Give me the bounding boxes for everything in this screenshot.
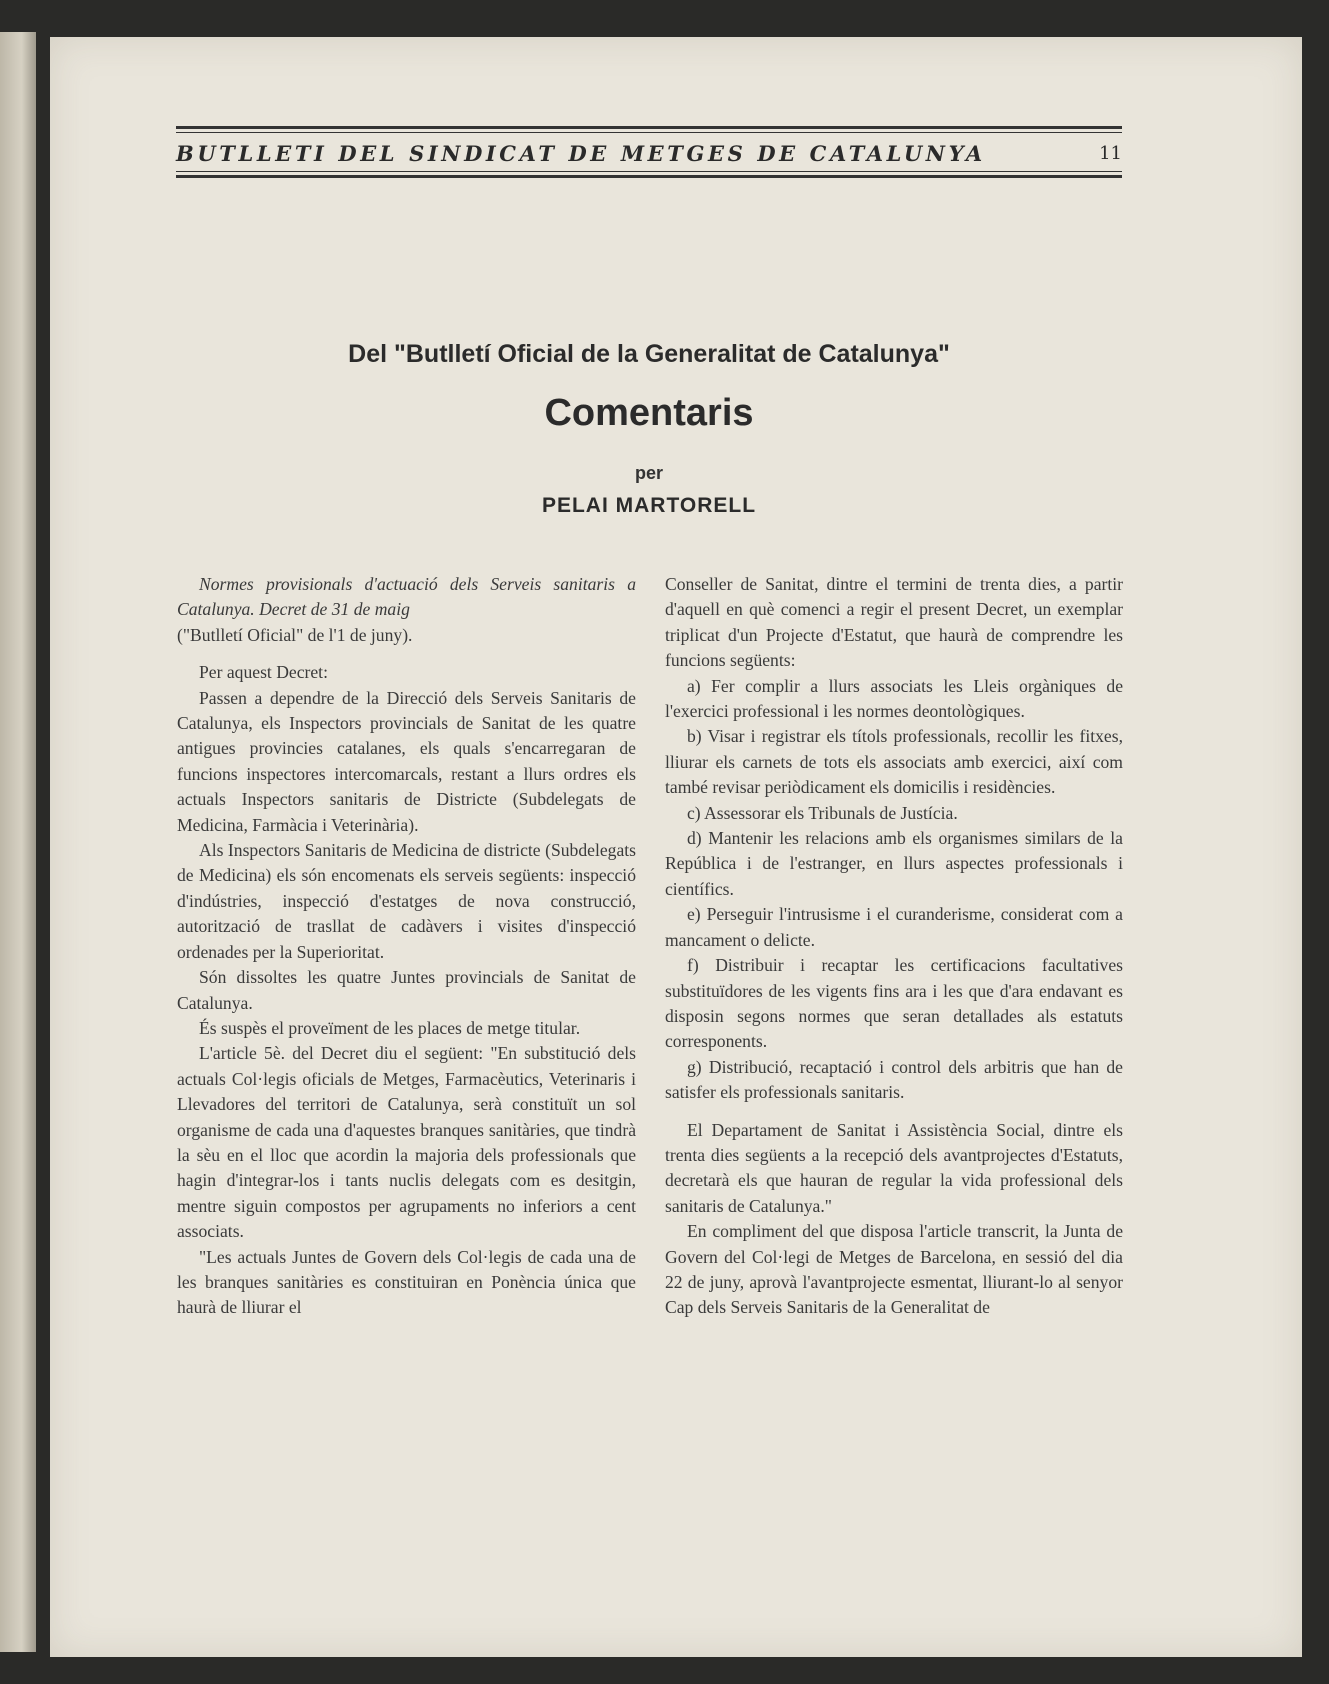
paragraph: És suspès el proveïment de les places de metge titular. — [199, 1017, 581, 1038]
article-author: PELAI MARTORELL — [541, 494, 757, 517]
paragraph: L'article 5è. del Decret diu el següent: "En substitució dels actuals Col·legis oficials de Metges, Farmacèutics, Veterinaris i Llevadores del territori de Catalunya, serà constituït un sol organisme de cada una d'aquestes branques sanitàries, que tindrà la sèu en el lloc que acordin la majoria dels professionals que hagin d'integrar-los i tants nuclis delegats com es desitgin, mentre siguin compostos per agrupaments no inferiors a cent associats. — [177, 1043, 636, 1242]
list-item: g) Distribució, recaptació i control dels arbitris que han de satisfer els professionals sanitaris. — [665, 1056, 1123, 1103]
intro-reference: ("Butlletí Oficial" de l'1 de juny). — [177, 624, 413, 645]
article-title: Comentaris — [544, 392, 754, 434]
running-header — [176, 124, 1122, 182]
header-rule-top — [176, 126, 1122, 129]
header-rule-top-thin — [176, 132, 1122, 133]
header-rule-bottom-thin — [176, 171, 1122, 172]
left-column — [177, 572, 636, 1321]
paragraph: El Departament de Sanitat i Assistència Social, dintre els trenta dies següents a la recepció dels avantprojectes d'Estatuts, decretarà els que hauran de regular la vida professional dels sanitaris de Catalunya." — [665, 1119, 1123, 1216]
list-item: a) Fer complir a llurs associats les Lleis orgàniques de l'exercici professional i les normes deontològiques. — [665, 675, 1123, 722]
list-item: d) Mantenir les relacions amb els organismes similars de la República i de l'estranger, en llurs aspectes professionals i científics. — [665, 828, 1123, 899]
header-rule-bottom — [176, 175, 1122, 178]
list-item: e) Perseguir l'intrusisme i el curanderisme, considerat com a mancament o delicte. — [665, 904, 1123, 950]
journal-title: BUTLLETI DEL SINDICAT DE METGES DE CATALUNYA — [176, 140, 986, 166]
page-number: 11 — [1099, 142, 1122, 164]
paragraph: Conseller de Sanitat, dintre el termini de trenta dies, a partir d'aquell en què comenci a regir el present Decret, un exemplar triplicat d'un Projecte d'Estatut, que haurà de comprendre les funcions següents: — [665, 574, 1123, 671]
binding-edge — [0, 32, 36, 1652]
article-source: Del "Butlletí Oficial de la Generalitat de Catalunya" — [348, 340, 950, 368]
paragraph: Per aquest Decret: — [199, 662, 328, 683]
paragraph: Passen a dependre de la Direcció dels Serveis Sanitaris de Catalunya, els Inspectors provincials de Sanitat de les quatre antigues provincies catalanes, els quals s'encarregaran de funcions inspectores intercomarcals, restant a llurs ordres els actuals Inspectors sanitaris de Districte (Subdelegats de Medicina, Farmàcia i Veterinària). — [177, 687, 636, 835]
paragraph: Als Inspectors Sanitaris de Medicina de districte (Subdelegats de Medicina) els són encomenats els serveis següents: inspecció d'indústries, inspecció d'estatges de nova construcció, autorització de trasllat de cadàvers i visites d'inspecció ordenades per la Superioritat. — [177, 840, 636, 962]
list-item: b) Visar i registrar els títols professionals, recollir les fitxes, lliurar els carnets de tots els associats amb exercici, així com també revisar periòdicament els domicilis i residències. — [665, 726, 1123, 798]
paragraph: Són dissoltes les quatre Juntes provincials de Sanitat de Catalunya. — [177, 967, 636, 1013]
intro-italic: Normes provisionals d'actuació dels Serveis sanitaris a Catalunya. Decret de 31 de maig — [177, 574, 636, 620]
paragraph: "Les actuals Juntes de Govern dels Col·legis de cada una de les branques sanitàries es constituiran en Ponència única que haurà de lliurar el — [177, 1246, 636, 1318]
paragraph: En compliment del que disposa l'article transcrit, la Junta de Govern del Col·legi de Metges de Barcelona, en sessió del dia 22 de juny, aprovà l'avantprojecte esmentat, lliurant-lo al senyor Cap dels Serveis Sanitaris de la Generalitat de — [665, 1221, 1123, 1318]
header-line — [176, 137, 1122, 169]
list-item: f) Distribuir i recaptar les certificacions facultatives substituïdores de les vigents fins ara i les que d'ara endavant es disposin segons normes que seran detallades als estatuts corresponents. — [665, 955, 1123, 1052]
right-column — [665, 572, 1123, 1321]
byline-per: per — [634, 463, 663, 483]
list-item: c) Assessorar els Tribunals de Justícia. — [687, 802, 958, 823]
